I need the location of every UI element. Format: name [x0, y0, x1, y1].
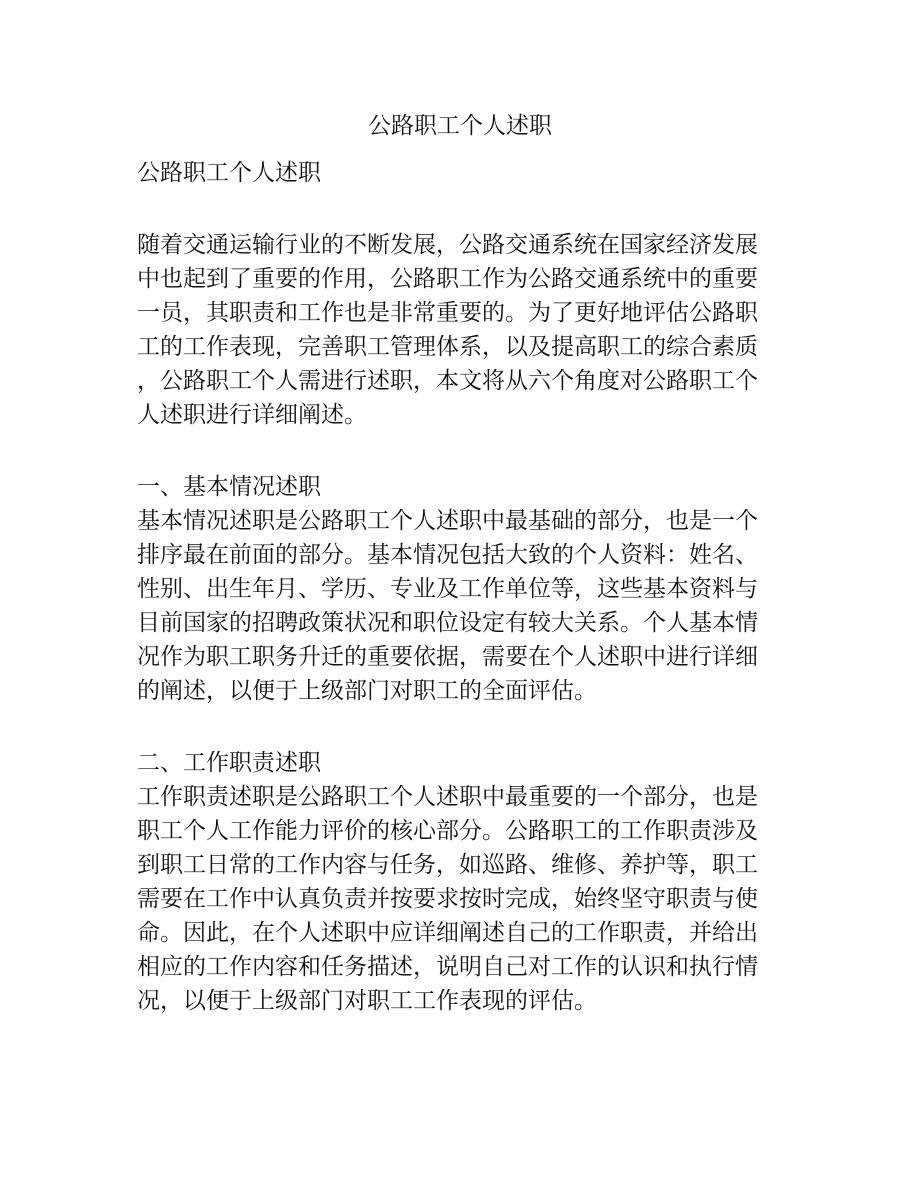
- section-line: 况作为职工职务升迁的重要依据，需要在个人述职中进行详细: [137, 644, 758, 670]
- section-line: 需要在工作中认真负责并按要求按时完成，始终坚守职责与使: [137, 886, 758, 912]
- section-job-duties: [137, 746, 787, 1018]
- section-line: 目前国家的招聘政策状况和职位设定有较大关系。个人基本情: [137, 610, 758, 636]
- intro-line: 中也起到了重要的作用，公路职工作为公路交通系统中的重要: [137, 266, 758, 292]
- intro-line: 一员，其职责和工作也是非常重要的。为了更好地评估公路职: [137, 300, 758, 326]
- section-line: 相应的工作内容和任务描述，说明自己对工作的认识和执行情: [137, 954, 758, 980]
- intro-line: 人述职进行详细阐述。: [137, 402, 367, 428]
- section-line: 况，以便于上级部门对职工工作表现的评估。: [137, 988, 597, 1014]
- paragraph-gap: [137, 432, 787, 470]
- paragraph-gap: [137, 190, 787, 228]
- section-line: 性别、出生年月、学历、专业及工作单位等，这些基本资料与: [137, 576, 758, 602]
- intro-line: ，公路职工个人需进行述职，本文将从六个角度对公路职工个: [137, 368, 758, 394]
- intro-line: 随着交通运输行业的不断发展，公路交通系统在国家经济发展: [137, 232, 758, 258]
- section-line: 基本情况述职是公路职工个人述职中最基础的部分，也是一个: [137, 508, 758, 534]
- section-line: 排序最在前面的部分。基本情况包括大致的个人资料：姓名、: [137, 542, 758, 568]
- section-line: 的阐述，以便于上级部门对职工的全面评估。: [137, 678, 597, 704]
- intro-line: 工的工作表现，完善职工管理体系，以及提高职工的综合素质: [137, 334, 758, 360]
- document-body: [137, 156, 787, 1018]
- section-basic-info: [137, 470, 787, 708]
- section-line: 工作职责述职是公路职工个人述职中最重要的一个部分，也是: [137, 784, 758, 810]
- section-line: 到职工日常的工作内容与任务，如巡路、维修、养护等，职工: [137, 852, 758, 878]
- section-line: 职工个人工作能力评价的核心部分。公路职工的工作职责涉及: [137, 818, 758, 844]
- section-line: 命。因此，在个人述职中应详细阐述自己的工作职责，并给出: [137, 920, 758, 946]
- document-subtitle: 公路职工个人述职: [137, 160, 321, 186]
- paragraph-gap: [137, 708, 787, 746]
- section-heading: 一、基本情况述职: [137, 474, 321, 500]
- section-heading: 二、工作职责述职: [137, 750, 321, 776]
- intro-paragraph: [137, 228, 787, 432]
- document-title: 公路职工个人述职: [368, 113, 552, 139]
